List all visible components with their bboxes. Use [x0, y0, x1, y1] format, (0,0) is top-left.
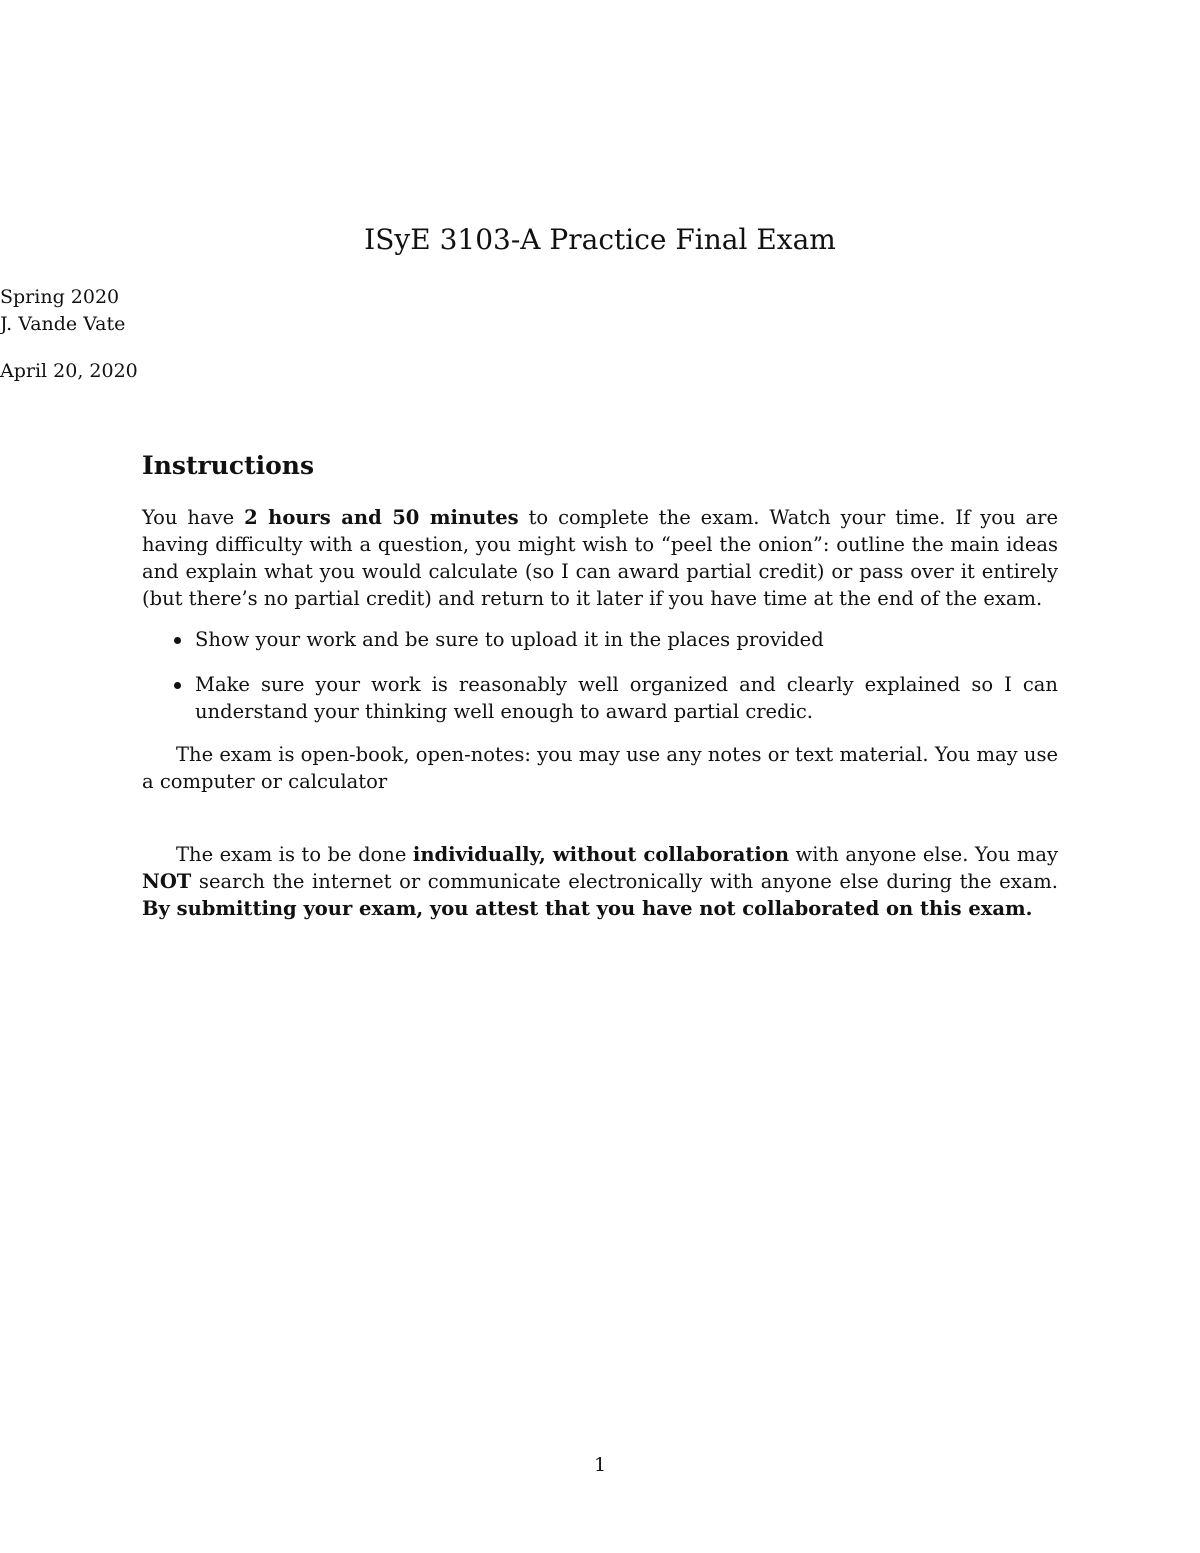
- author: J. Vande Vate: [0, 313, 126, 335]
- bullet-icon: [174, 682, 181, 689]
- time-text-2: to complete the exam. Watch your time. If you are having difficulty with a question, you might wish to “peel the onion”: outline the main ideas and explain what you would calculate (so I can award partial credit) or pass over it entirely (but there’s no partial credit) and return to it later if you have time at the end of the exam.: [142, 506, 1058, 610]
- collab-text-1: The exam is to be done: [176, 843, 413, 866]
- bullet-icon: [174, 637, 181, 644]
- collaboration-paragraph: [142, 841, 1058, 922]
- instructions-section: [142, 448, 1058, 922]
- open-book-paragraph: The exam is open-book, open-notes: you may use any notes or text material. You may use a computer or calculator: [142, 743, 1058, 793]
- collab-text-3: search the internet or communicate electronically with anyone else during the exam.: [191, 870, 1058, 893]
- instruction-bullets: [142, 626, 1058, 725]
- collab-bold-not: NOT: [142, 870, 192, 893]
- semester: Spring 2020: [0, 286, 120, 308]
- instructions-heading: Instructions: [142, 451, 315, 480]
- page-number: 1: [593, 1454, 607, 1476]
- collab-text-2: with anyone else. You may: [789, 843, 1058, 866]
- time-text-1: You have: [142, 506, 245, 529]
- exam-date: April 20, 2020: [0, 360, 138, 382]
- time-paragraph: [142, 504, 1058, 612]
- collab-bold-1: individually, without collaboration: [412, 843, 790, 866]
- exam-title: ISyE 3103-A Practice Final Exam: [364, 223, 836, 256]
- list-item: [142, 671, 1058, 725]
- title-block: [0, 222, 1200, 385]
- list-item: [142, 626, 1058, 653]
- attestation-text: By submitting your exam, you attest that you have not collaborated on this exam.: [142, 897, 1033, 920]
- bullet-text: Show your work and be sure to upload it in the places provided: [195, 628, 824, 651]
- time-limit: 2 hours and 50 minutes: [244, 506, 519, 529]
- bullet-text: Make sure your work is reasonably well organized and clearly explained so I can understand your thinking well enough to award partial credic.: [195, 673, 1058, 723]
